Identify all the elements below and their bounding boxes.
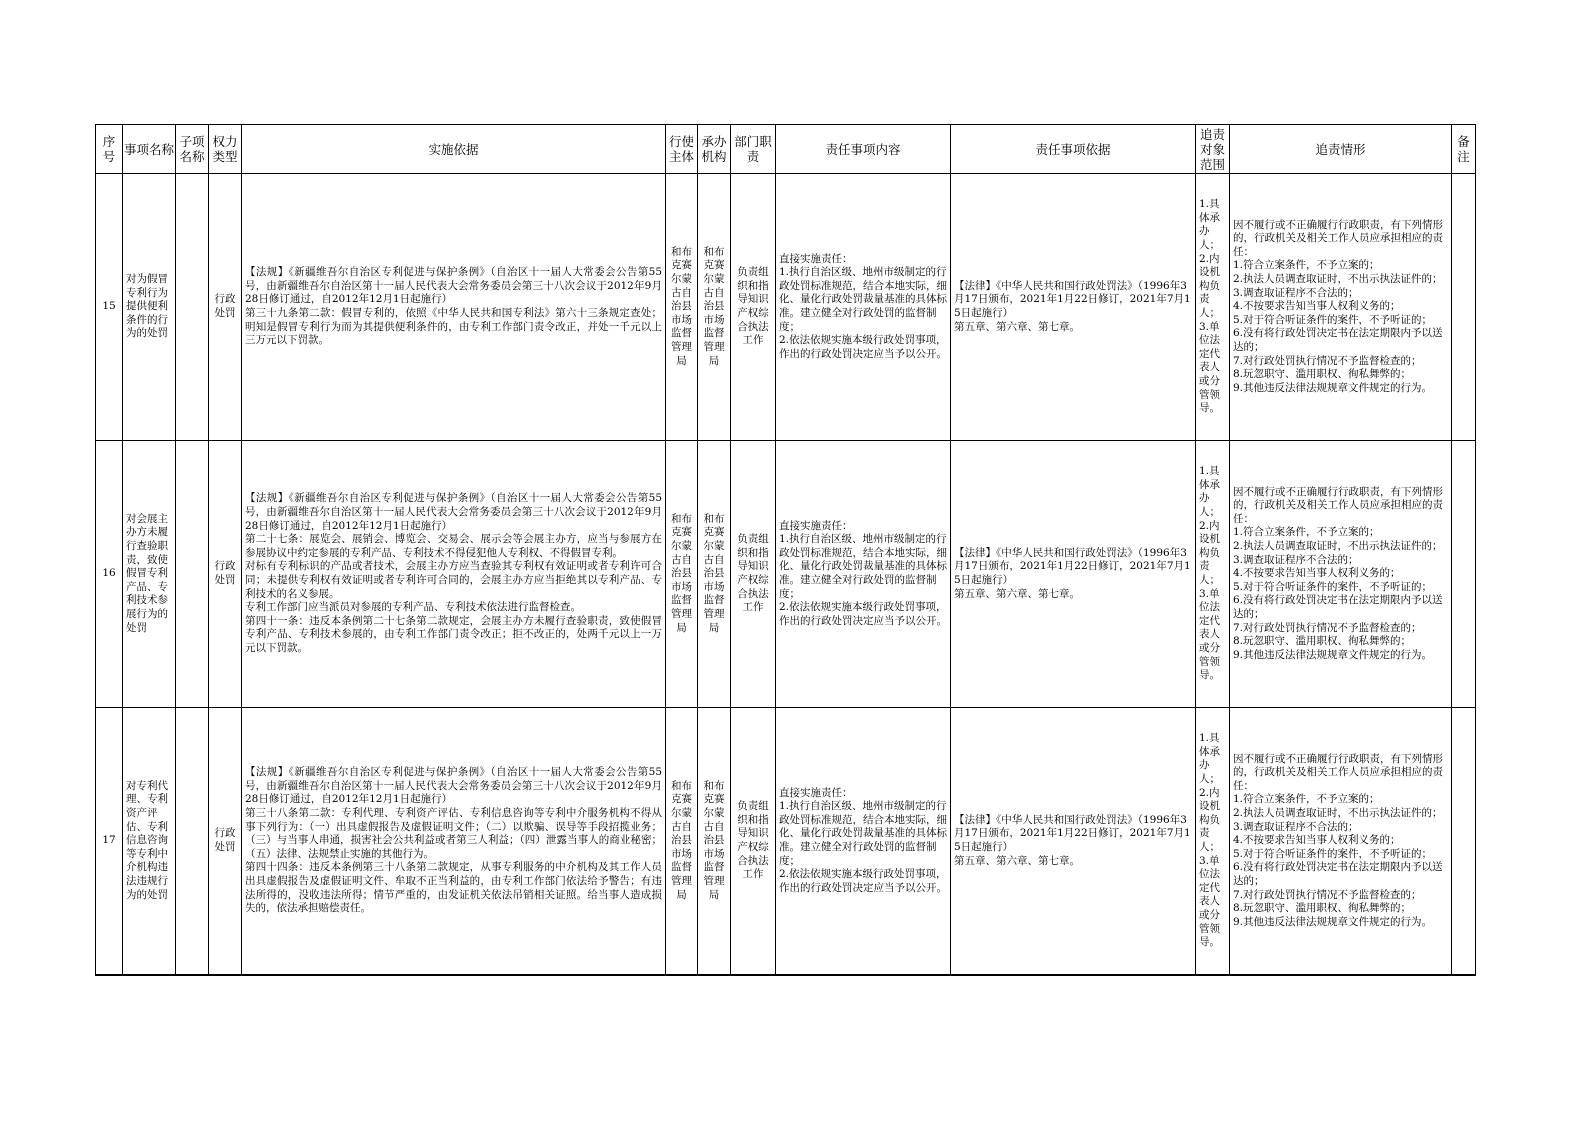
cell-basis2: 【法律】《中华人民共和国行政处罚法》（1996年3月17日颁布，2021年1月22日修订，2021年7月15日起施行） 第五章、第六章、第七章。 — [951, 708, 1196, 976]
cell-org: 和布克赛尔蒙古自治县市场监督管理局 — [698, 441, 731, 708]
cell-type: 行政处罚 — [209, 441, 242, 708]
header-cases: 追责情形 — [1230, 125, 1452, 174]
table-row — [96, 174, 1476, 441]
header-content: 责任事项内容 — [776, 125, 951, 174]
cell-org: 和布克赛尔蒙古自治县市场监督管理局 — [698, 174, 731, 441]
basis-text: 【法规】《新疆维吾尔自治区专利促进与保护条例》（自治区十一届人大常委会公告第55号，由新疆维吾尔自治区第十一届人民代表大会常务委员会第三十八次会议于2012年9月28日修订通过，自2012年12月1日起施行） 第二十七条：展览会、展销会、博览会、交易会、展示会等会展主办方，应当与参展方在参展协议中约定参展的专利产品、专利技术不得侵犯他人专利权、不得假冒专利。 对标有专利标识的产品或者技术，会展主办方应当查验其专利权有效证明或者专利许可合同；未提供专利权有效证明或者专利许可合同的，会展主办方应当拒绝其以专利产品、专利技术的名义参展。 专利工作部门应当派员对参展的专利产品、专利技术依法进行监督检查。 第四十一条：违反本条例第二十七条第二款规定，会展主办方未履行查验职责，致使假冒专利产品、专利技术参展的，由专利工作部门责令改正；拒不改正的，处两千元以上一万元以下罚款。 — [245, 492, 662, 654]
header-basis: 实施依据 — [242, 125, 666, 174]
header-org: 承办机构 — [698, 125, 731, 174]
cell-name: 对为假冒专利行为提供便利条件的行为的处罚 — [123, 174, 176, 441]
header-type: 权力类型 — [209, 125, 242, 174]
basis-text: 【法规】《新疆维吾尔自治区专利促进与保护条例》（自治区十一届人大常委会公告第55号，由新疆维吾尔自治区第十一届人民代表大会常务委员会第三十八次会议于2012年9月28日修订通过，自2012年12月1日起施行） 第三十八条第二款：专利代理、专利资产评估、专利信息咨询等专利中介服务机构不得从事下列行为：（一）出具虚假报告及虚假证明文件；（二）以欺骗、误导等手段招揽业务；（三）与当事人串通，损害社会公共利益或者第三人利益；（四）泄露当事人的商业秘密；（五）法律、法规禁止实施的其他行为。 第四十四条：违反本条例第三十八条第二款规定，从事专利服务的中介机构及其工作人员出具虚假报告及虚假证明文件、牟取不正当利益的，由专利工作部门依法给予警告；有违法所得的，没收违法所得；情节严重的，由发证机关依法吊销相关证照。给当事人造成损失的，依法承担赔偿责任。 — [245, 766, 662, 915]
cell-no: 16 — [96, 441, 123, 708]
cell-note — [1452, 441, 1476, 708]
cell-sub — [176, 174, 209, 441]
header-scope: 追责对象范围 — [1196, 125, 1230, 174]
table-row — [96, 708, 1476, 976]
cell-scope: 1.具体承办人； 2.内设机构负责人； 3.单位法定代表人或分管领导。 — [1196, 441, 1230, 708]
cell-org: 和布克赛尔蒙古自治县市场监督管理局 — [698, 708, 731, 976]
header-sub: 子项名称 — [176, 125, 209, 174]
cell-subject: 和布克赛尔蒙古自治县市场监督管理局 — [666, 174, 698, 441]
cell-no: 15 — [96, 174, 123, 441]
cell-type: 行政处罚 — [209, 708, 242, 976]
cell-note — [1452, 708, 1476, 976]
accountability-table — [95, 124, 1476, 976]
cell-basis — [242, 174, 666, 441]
cell-type: 行政处罚 — [209, 174, 242, 441]
cell-subject: 和布克赛尔蒙古自治县市场监督管理局 — [666, 708, 698, 976]
cell-cases: 因不履行或不正确履行行政职责，有下列情形的，行政机关及相关工作人员应承担相应的责任： 1.符合立案条件，不予立案的； 2.执法人员调查取证时，不出示执法证件的； 3.调查取证程序不合法的； 4.不按要求告知当事人权利义务的； 5.对于符合听证条件的案件，不予听证的； 6.没有将行政处罚决定书在法定期限内予以送达的； 7.对行政处罚执行情况不予监督检查的； 8.玩忽职守、滥用职权、徇私舞弊的； 9.其他违反法律法规规章文件规定的行为。 — [1230, 441, 1452, 708]
cell-duty: 负责组织和指导知识产权综合执法工作 — [731, 441, 776, 708]
cell-subject: 和布克赛尔蒙古自治县市场监督管理局 — [666, 441, 698, 708]
header-subject: 行使主体 — [666, 125, 698, 174]
cell-scope: 1.具体承办人； 2.内设机构负责人； 3.单位法定代表人或分管领导。 — [1196, 174, 1230, 441]
cell-duty: 负责组织和指导知识产权综合执法工作 — [731, 174, 776, 441]
cell-basis2: 【法律】《中华人民共和国行政处罚法》（1996年3月17日颁布，2021年1月22日修订，2021年7月15日起施行） 第五章、第六章、第七章。 — [951, 441, 1196, 708]
basis-text: 【法规】《新疆维吾尔自治区专利促进与保护条例》（自治区十一届人大常委会公告第55号，由新疆维吾尔自治区第十一届人民代表大会常务委员会第三十八次会议于2012年9月28日修订通过，自2012年12月1日起施行） 第三十九条第二款：假冒专利的，依照《中华人民共和国专利法》第六十三条规定查处；明知是假冒专利行为而为其提供便利条件的，由专利工作部门责令改正，并处一千元以上三万元以下罚款。 — [245, 266, 662, 347]
cell-basis — [242, 441, 666, 708]
cell-basis — [242, 708, 666, 976]
cell-content: 直接实施责任： 1.执行自治区级、地州市级制定的行政处罚标准规范，结合本地实际，细化、量化行政处罚裁量基准的具体标准。建立健全对行政处罚的监督制度； 2.依法依规实施本级行政处罚事项，作出的行政处罚决定应当予以公开。 — [776, 708, 951, 976]
cell-name: 对专利代理、专利资产评估、专利信息咨询等专利中介机构违法违规行为的处罚 — [123, 708, 176, 976]
table-row — [96, 441, 1476, 708]
header-row — [96, 125, 1476, 174]
cell-cases: 因不履行或不正确履行行政职责，有下列情形的，行政机关及相关工作人员应承担相应的责任： 1.符合立案条件，不予立案的； 2.执法人员调查取证时，不出示执法证件的； 3.调查取证程序不合法的； 4.不按要求告知当事人权利义务的； 5.对于符合听证条件的案件，不予听证的； 6.没有将行政处罚决定书在法定期限内予以送达的； 7.对行政处罚执行情况不予监督检查的； 8.玩忽职守、滥用职权、徇私舞弊的； 9.其他违反法律法规规章文件规定的行为。 — [1230, 174, 1452, 441]
cell-content: 直接实施责任： 1.执行自治区级、地州市级制定的行政处罚标准规范，结合本地实际，细化、量化行政处罚裁量基准的具体标准。建立健全对行政处罚的监督制度； 2.依法依规实施本级行政处罚事项，作出的行政处罚决定应当予以公开。 — [776, 441, 951, 708]
header-no: 序号 — [96, 125, 123, 174]
header-name: 事项名称 — [123, 125, 176, 174]
cell-cases: 因不履行或不正确履行行政职责，有下列情形的，行政机关及相关工作人员应承担相应的责任： 1.符合立案条件，不予立案的； 2.执法人员调查取证时，不出示执法证件的； 3.调查取证程序不合法的； 4.不按要求告知当事人权利义务的； 5.对于符合听证条件的案件，不予听证的； 6.没有将行政处罚决定书在法定期限内予以送达的； 7.对行政处罚执行情况不予监督检查的； 8.玩忽职守、滥用职权、徇私舞弊的； 9.其他违反法律法规规章文件规定的行为。 — [1230, 708, 1452, 976]
header-duty: 部门职责 — [731, 125, 776, 174]
cell-basis2: 【法律】《中华人民共和国行政处罚法》（1996年3月17日颁布，2021年1月22日修订，2021年7月15日起施行） 第五章、第六章、第七章。 — [951, 174, 1196, 441]
cell-content: 直接实施责任： 1.执行自治区级、地州市级制定的行政处罚标准规范，结合本地实际，细化、量化行政处罚裁量基准的具体标准。建立健全对行政处罚的监督制度； 2.依法依规实施本级行政处罚事项，作出的行政处罚决定应当予以公开。 — [776, 174, 951, 441]
header-basis2: 责任事项依据 — [951, 125, 1196, 174]
cell-sub — [176, 708, 209, 976]
cell-no: 17 — [96, 708, 123, 976]
header-note: 备注 — [1452, 125, 1476, 174]
cell-sub — [176, 441, 209, 708]
cell-duty: 负责组织和指导知识产权综合执法工作 — [731, 708, 776, 976]
cell-scope: 1.具体承办人； 2.内设机构负责人； 3.单位法定代表人或分管领导。 — [1196, 708, 1230, 976]
cell-name: 对会展主办方未履行查验职责，致使假冒专利产品、专利技术参展行为的处罚 — [123, 441, 176, 708]
cell-note — [1452, 174, 1476, 441]
